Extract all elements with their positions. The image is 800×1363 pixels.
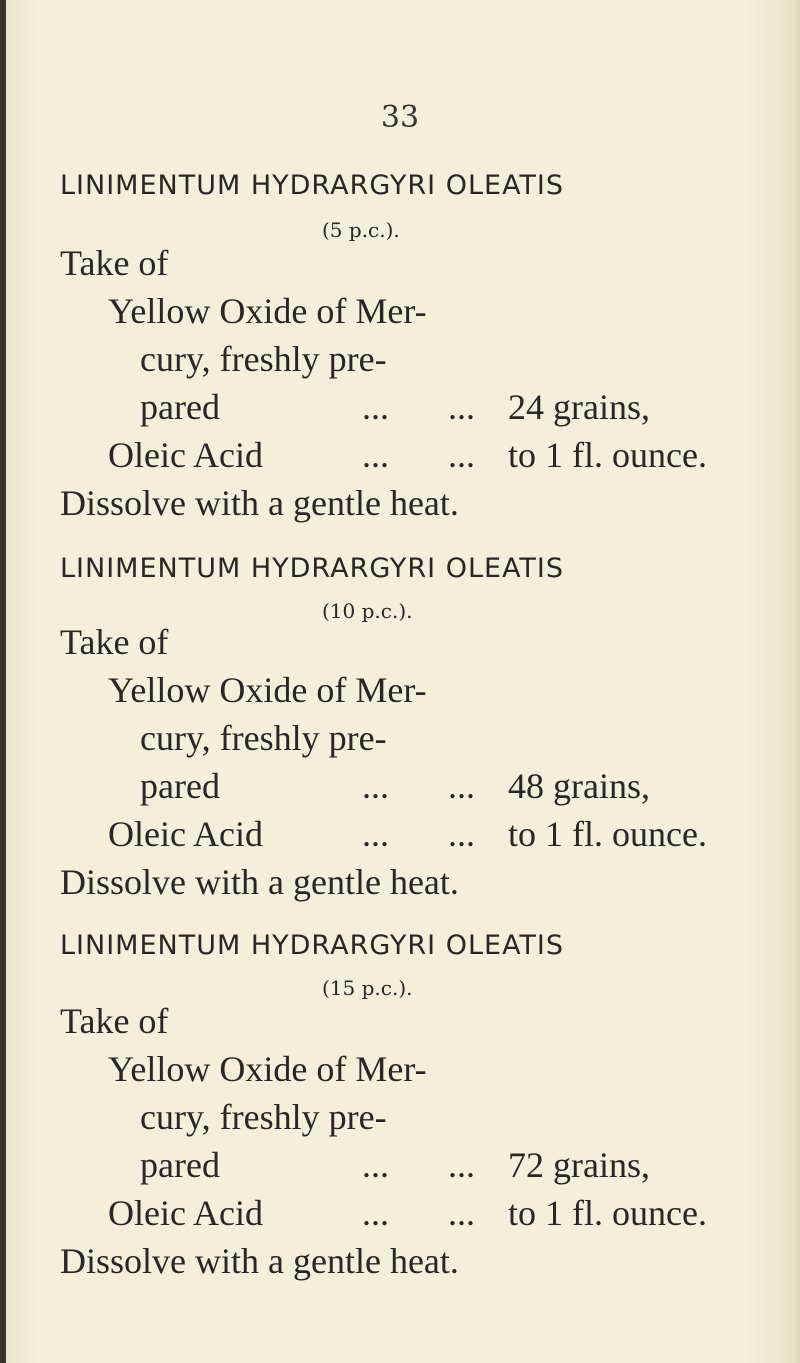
leader-dots: ... xyxy=(448,766,475,806)
ingredient-name: pared xyxy=(140,766,220,806)
take-of-label: Take of xyxy=(60,622,169,662)
ingredient-line: Yellow Oxide of Mer- xyxy=(108,1049,427,1089)
leader-dots: ... xyxy=(362,1193,389,1233)
leader-dots: ... xyxy=(448,814,475,854)
ingredient-quantity: 72 grains, xyxy=(508,1145,650,1185)
ingredient-name: pared xyxy=(140,1145,220,1185)
ingredient-quantity: to 1 fl. ounce. xyxy=(508,814,707,854)
leader-dots: ... xyxy=(362,387,389,427)
take-of-label: Take of xyxy=(60,1001,169,1041)
ingredient-quantity: 48 grains, xyxy=(508,766,650,806)
ingredient-line: cury, freshly pre- xyxy=(140,718,387,758)
page-number: 33 xyxy=(380,100,420,135)
ingredient-line: cury, freshly pre- xyxy=(140,1097,387,1137)
recipe-strength: (10 p.c.). xyxy=(322,599,413,623)
leader-dots: ... xyxy=(448,435,475,475)
ingredient-name: pared xyxy=(140,387,220,427)
recipe-strength: (15 p.c.). xyxy=(322,976,413,1000)
recipe-title: LINIMENTUM HYDRARGYRI OLEATIS xyxy=(60,930,565,961)
leader-dots: ... xyxy=(362,814,389,854)
ingredient-name: Oleic Acid xyxy=(108,1193,263,1233)
ingredient-line: Yellow Oxide of Mer- xyxy=(108,670,427,710)
instruction: Dissolve with a gentle heat. xyxy=(60,862,459,902)
take-of-label: Take of xyxy=(60,243,169,283)
leader-dots: ... xyxy=(448,1145,475,1185)
leader-dots: ... xyxy=(448,1193,475,1233)
recipe-strength: (5 p.c.). xyxy=(322,218,400,242)
ingredient-line: cury, freshly pre- xyxy=(140,339,387,379)
ingredient-line: Yellow Oxide of Mer- xyxy=(108,291,427,331)
ingredient-name: Oleic Acid xyxy=(108,435,263,475)
recipe-title: LINIMENTUM HYDRARGYRI OLEATIS xyxy=(60,553,565,584)
leader-dots: ... xyxy=(362,766,389,806)
leader-dots: ... xyxy=(448,387,475,427)
leader-dots: ... xyxy=(362,1145,389,1185)
ingredient-quantity: to 1 fl. ounce. xyxy=(508,435,707,475)
ingredient-quantity: 24 grains, xyxy=(508,387,650,427)
ingredient-name: Oleic Acid xyxy=(108,814,263,854)
ingredient-quantity: to 1 fl. ounce. xyxy=(508,1193,707,1233)
page-edge-shadow xyxy=(0,0,6,1363)
recipe-title: LINIMENTUM HYDRARGYRI OLEATIS xyxy=(60,170,565,201)
instruction: Dissolve with a gentle heat. xyxy=(60,483,459,523)
leader-dots: ... xyxy=(362,435,389,475)
instruction: Dissolve with a gentle heat. xyxy=(60,1241,459,1281)
